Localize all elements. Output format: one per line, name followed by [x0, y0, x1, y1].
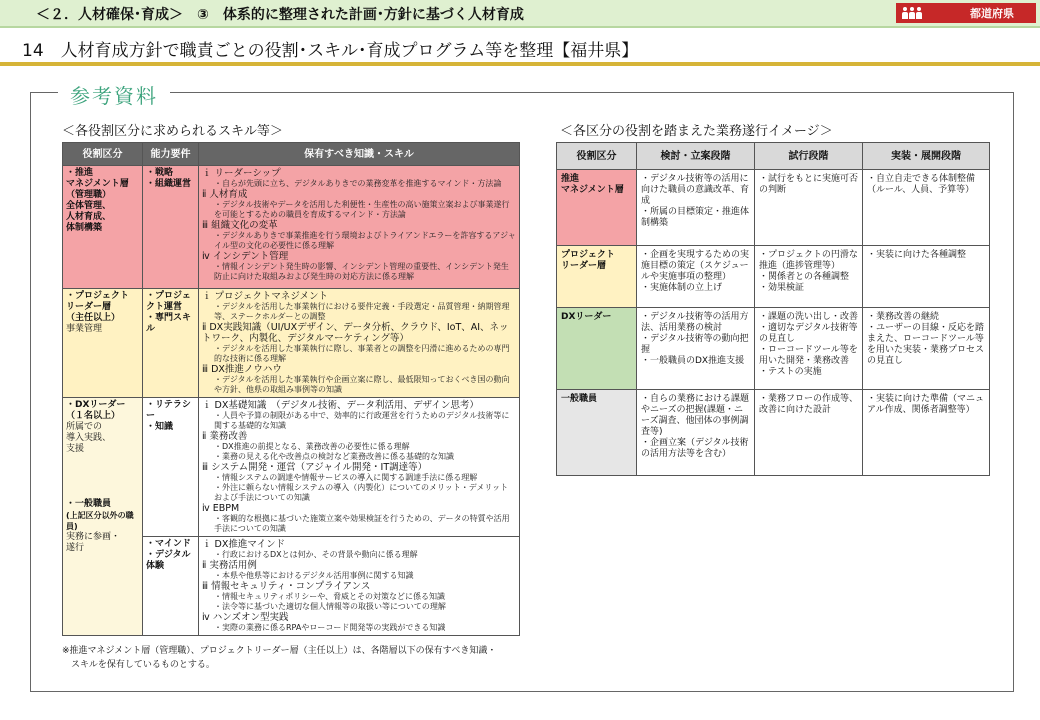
cell-deploy: ・実装に向けた各種調整: [863, 246, 990, 308]
ability-literacy: ・リテラシー ・知識: [143, 398, 199, 537]
knowledge-heading: ⅳ EBPM: [202, 503, 240, 514]
table-header-row: [63, 143, 520, 166]
cell-trial: ・課題の洗い出し・改善 ・適切なデジタル技術等の見直し ・ローコードツール等を用いた開発・業務改善 ・テストの実施: [755, 308, 863, 390]
knowledge-mgmt: [199, 166, 520, 289]
knowledge-detail: ・業務の見える化や改善点の検討など業務改善に係る基礎的な知識: [214, 452, 454, 461]
page-subtitle: 14 人材育成方針で職責ごとの役割･スキル･育成プログラム等を整理【福井県】: [22, 41, 639, 61]
role-line: 遂行: [66, 543, 85, 553]
subtitle-divider: [0, 62, 1040, 66]
knowledge-heading: ⅱ 業務改善: [202, 431, 248, 442]
role-line: ・一般職員: [66, 499, 112, 509]
knowledge-detail: ・法令等に基づいた適切な個人情報等の取扱い等についての理解: [214, 602, 446, 611]
cell-plan: ・自らの業務における課題やニーズの把握(課題・ニーズ調査、他団体の事例調査等) ・企画立案（デジタル技術の活用方法等を含む）: [637, 390, 755, 476]
cell-plan: ・デジタル技術等の活用方法、活用業務の検討 ・デジタル技術等の動向把握 ・一般職員のDX推進支援: [637, 308, 755, 390]
knowledge-detail: ・人員や予算の制限がある中で、効率的に行政運営を行うためのデジタル技術等に関する基礎的な知識: [214, 411, 510, 430]
role-line: （１名以上）: [66, 411, 121, 421]
ability-mind: ・マインド ・デジタル 体験: [143, 537, 199, 636]
role-line: ・推進: [66, 168, 94, 178]
role-line: 支援: [66, 444, 85, 454]
table-row: [63, 398, 520, 537]
knowledge-detail: ・デジタルを活用した事業執行に際し、事業者との調整を円滑に進めるための専門的な技術に係る理解: [214, 344, 510, 363]
cell-plan: ・デジタル技術等の活用に向けた職員の意識改革、育成 ・所属の目標策定・推進体制構築: [637, 170, 755, 246]
knowledge-heading: ⅲ システム開発・運営（アジャイル開発・IT調達等）: [202, 462, 428, 473]
knowledge-heading: ｉ プロジェクトマネジメント: [202, 291, 329, 302]
ability-pl: ・プロジェ クト運営 ・専門スキル: [143, 289, 199, 398]
knowledge-detail: ・客観的な根拠に基づいた施策立案や効果検証を行うための、データの特質や活用手法についての知識: [214, 514, 510, 533]
knowledge-heading: ｉ リーダーシップ: [202, 168, 281, 179]
knowledge-heading: ⅳ インシデント管理: [202, 251, 289, 262]
knowledge-detail: ・DX推進の前提となる、業務改善の必要性に係る理解: [214, 442, 410, 451]
knowledge-detail: ・デジタル技術やデータを活用した利便性・生産性の高い施策立案および事業遂行を可能とするための職員を育成するマインド・方法論: [214, 200, 510, 219]
cell-trial: ・プロジェクトの円滑な推進（進捗管理等） ・関係者との各種調整 ・効果検証: [755, 246, 863, 308]
header-knowledge: 保有すべき知識・スキル: [199, 143, 520, 166]
role-line: リーダー層: [66, 302, 112, 312]
header-phase-trial: 試行段階: [755, 143, 863, 170]
knowledge-detail: ・情報インシデント発生時の影響、インシデント管理の重要性、インシデント発生防止に向けた取組みおよび発生時の対応方法に係る理解: [214, 262, 509, 281]
left-section-title: ＜各役割区分に求められるスキル等＞: [62, 124, 283, 139]
footnote-line: ※推進マネジメント層（管理職）、プロジェクトリーダー層（主任以上）は、各階層以下の保有すべき知識・: [62, 646, 497, 656]
header-phase-plan: 検討・立案段階: [637, 143, 755, 170]
cell-deploy: ・実装に向けた準備（マニュアル作成、関係者調整等）: [863, 390, 990, 476]
cell-trial: ・試行をもとに実施可否の判断: [755, 170, 863, 246]
knowledge-heading: ⅲ 組織文化の変革: [202, 220, 278, 231]
cell-deploy: ・業務改善の継続 ・ユーザーの目線・反応を踏まえた、ローコードツール等を用いた実装・業務プロセスの見直し: [863, 308, 990, 390]
top-header-bar: [0, 0, 1040, 28]
skills-table: [62, 142, 520, 636]
role-line: マネジメント層: [66, 179, 129, 189]
knowledge-detail: ・情報システムの調達や情報サービスの導入に関する調達手法に係る理解: [214, 473, 478, 482]
header-ability: 能力要件: [143, 143, 199, 166]
role-pl: [63, 289, 143, 398]
knowledge-detail: ・外注に頼らない情報システムの導入（内製化）についてのメリット・デメリットおよび手法についての知識: [214, 483, 509, 502]
knowledge-detail: ・デジタルを活用した事業執行における要件定義・手段選定・品質管理・納期管理等、ステークホルダーとの調整: [214, 302, 510, 321]
knowledge-detail: ・情報セキュリティポリシーや、脅威とその対策などに係る知識: [214, 592, 446, 601]
knowledge-detail: ・自らが先頭に立ち、デジタルありきでの業務変革を推進するマインド・方法論: [214, 179, 502, 188]
role-dx-general: [63, 398, 143, 636]
knowledge-detail: ・デジタルを活用した事業執行や企画立案に際し、最低限知っておくべき国の動向や方針、他県の取組み事例等の知識: [214, 375, 510, 394]
knowledge-heading: ｉ DX基礎知識 （デジタル技術、データ利活用、デザイン思考）: [202, 400, 479, 411]
prefecture-badge: [896, 3, 1036, 23]
role-line: 所属での: [66, 422, 103, 432]
cell-deploy: ・自立自走できる体制整備（ルール、人員、予算等）: [863, 170, 990, 246]
role-line: （管理職）: [66, 190, 112, 200]
footnote: [62, 644, 496, 672]
ability-mgmt: ・戦略 ・組織運営: [143, 166, 199, 289]
role-line: 体制構築: [66, 223, 103, 233]
table-row: [63, 289, 520, 398]
knowledge-heading: ⅲ 情報セキュリティ・コンプライアンス: [202, 581, 371, 592]
role-line: 実務に参画・: [66, 532, 121, 542]
role-line: 事業管理: [66, 324, 103, 334]
table-row: [557, 308, 990, 390]
spacer: [66, 455, 139, 499]
people-icon: [902, 7, 922, 19]
role-line: 全体管理、: [66, 201, 112, 211]
knowledge-detail: ・本県や他県等におけるデジタル活用事例に関する知識: [214, 571, 414, 580]
table-header-row: [557, 143, 990, 170]
knowledge-literacy: [199, 398, 520, 537]
workflow-table: [556, 142, 990, 476]
role-line: 導入実践、: [66, 433, 112, 443]
knowledge-heading: ⅱ 実務活用例: [202, 560, 257, 571]
role-line: ・プロジェクト: [66, 291, 129, 301]
role-line: (上記区分以外の職員): [66, 511, 134, 531]
role-general: 一般職員: [557, 390, 637, 476]
knowledge-heading: ⅲ DX推進ノウハウ: [202, 364, 282, 375]
section-title: ＜２．人材確保･育成＞ ③ 体系的に整理された計画･方針に基づく人材育成: [36, 7, 524, 23]
table-row: [557, 390, 990, 476]
reference-label: 参考資料: [58, 80, 170, 109]
knowledge-detail: ・実際の業務に係るRPAやローコード開発等の実践ができる知識: [214, 623, 446, 632]
table-row: [557, 246, 990, 308]
knowledge-heading: ⅱ DX実践知識（UI/UXデザイン、データ分析、クラウド、IoT、AI、ネットワーク、内製化、デジタルマーケティング等）: [202, 322, 509, 344]
cell-plan: ・企画を実現するための実施目標の策定（スケジュールや実施事項の整理） ・実施体制の立上げ: [637, 246, 755, 308]
right-section-title: ＜各区分の役割を踏まえた業務遂行イメージ＞: [560, 124, 833, 139]
badge-label: 都道府県: [970, 7, 1014, 20]
knowledge-heading: ｉ DX推進マインド: [202, 539, 286, 550]
role-pl: プロジェクト リーダー層: [557, 246, 637, 308]
table-row: [557, 170, 990, 246]
knowledge-detail: ・行政におけるDXとは何か、その背景や動向に係る理解: [214, 550, 418, 559]
header-role: 役割区分: [557, 143, 637, 170]
role-mgmt: 推進 マネジメント層: [557, 170, 637, 246]
table-row: [63, 166, 520, 289]
knowledge-detail: ・デジタルありきで事業推進を行う環境およびトライアンドエラーを許容するアジャイル型の文化の必要性に係る理解: [214, 231, 516, 250]
cell-trial: ・業務フローの作成等、改善に向けた設計: [755, 390, 863, 476]
knowledge-mind: [199, 537, 520, 636]
role-line: ・DXリーダー: [66, 400, 126, 410]
knowledge-heading: ⅱ 人材育成: [202, 189, 248, 200]
role-line: 人材育成、: [66, 212, 112, 222]
knowledge-pl: [199, 289, 520, 398]
header-phase-deploy: 実装・展開段階: [863, 143, 990, 170]
knowledge-heading: ⅳ ハンズオン型実践: [202, 612, 289, 623]
role-mgmt: [63, 166, 143, 289]
role-line: （主任以上）: [66, 313, 121, 323]
header-role: 役割区分: [63, 143, 143, 166]
role-dx: DXリーダー: [557, 308, 637, 390]
footnote-line: スキルを保有しているものとする。: [62, 660, 215, 670]
